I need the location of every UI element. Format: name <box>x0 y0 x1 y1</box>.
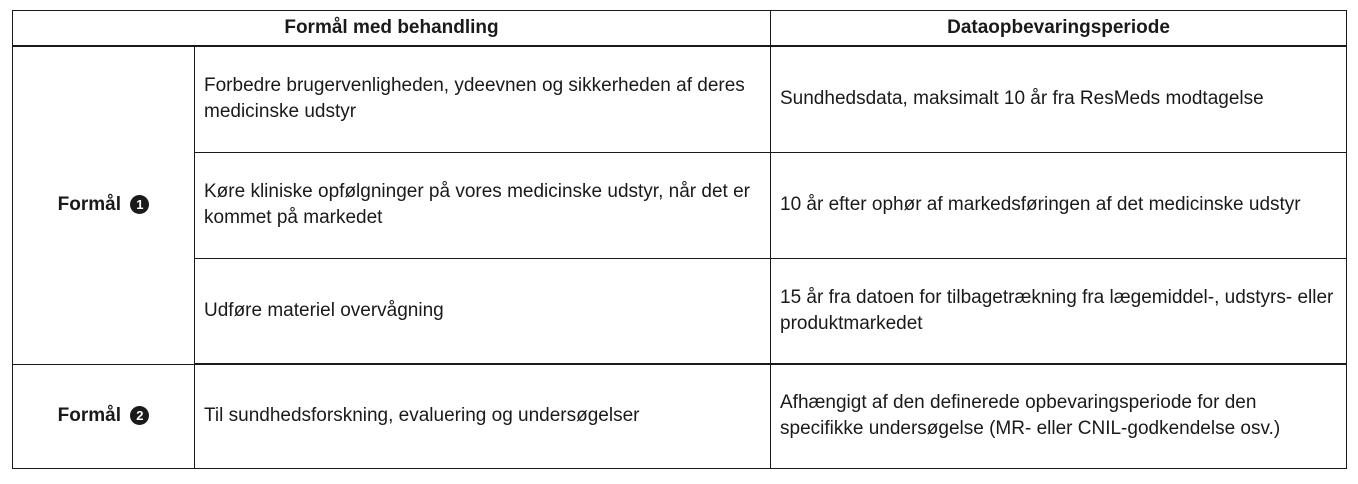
table-row <box>13 46 1347 152</box>
retention-cell: 10 år efter ophør af markedsføringen af det medicinske udstyr <box>771 152 1347 258</box>
number-1-icon: 1 <box>130 195 149 214</box>
purpose-label-text: Formål <box>57 194 122 216</box>
purpose-label-text: Formål <box>57 405 122 426</box>
retention-cell: Sundhedsdata, maksimalt 10 år fra ResMeds modtagelse <box>771 46 1347 152</box>
header-purpose: Formål med behandling <box>13 11 771 47</box>
table-row <box>13 364 1347 468</box>
header-retention: Dataopbevaringsperiode <box>771 11 1347 47</box>
purpose-cell: Køre kliniske opfølgninger på vores medicinske udstyr, når det er kommet på markedet <box>195 152 771 258</box>
purpose-cell: Forbedre brugervenligheden, ydeevnen og sikkerheden af deres medicinske udstyr <box>195 46 771 152</box>
table-row <box>13 258 1347 364</box>
purpose-cell: Til sundhedsforskning, evaluering og undersøgelser <box>195 364 771 468</box>
retention-table <box>12 10 1347 469</box>
header-row <box>13 11 1347 47</box>
retention-cell: Afhængigt af den definerede opbevaringsperiode for den specifikke undersøgelse (MR- eller CNIL-godkendelse osv.) <box>771 364 1347 468</box>
purpose-2-label <box>13 364 195 468</box>
table-row <box>13 152 1347 258</box>
number-2-icon: 2 <box>130 406 149 425</box>
purpose-cell: Udføre materiel overvågning <box>195 258 771 364</box>
purpose-1-label <box>13 46 195 364</box>
retention-cell: 15 år fra datoen for tilbagetrækning fra lægemiddel-, udstyrs- eller produktmarkedet <box>771 258 1347 364</box>
